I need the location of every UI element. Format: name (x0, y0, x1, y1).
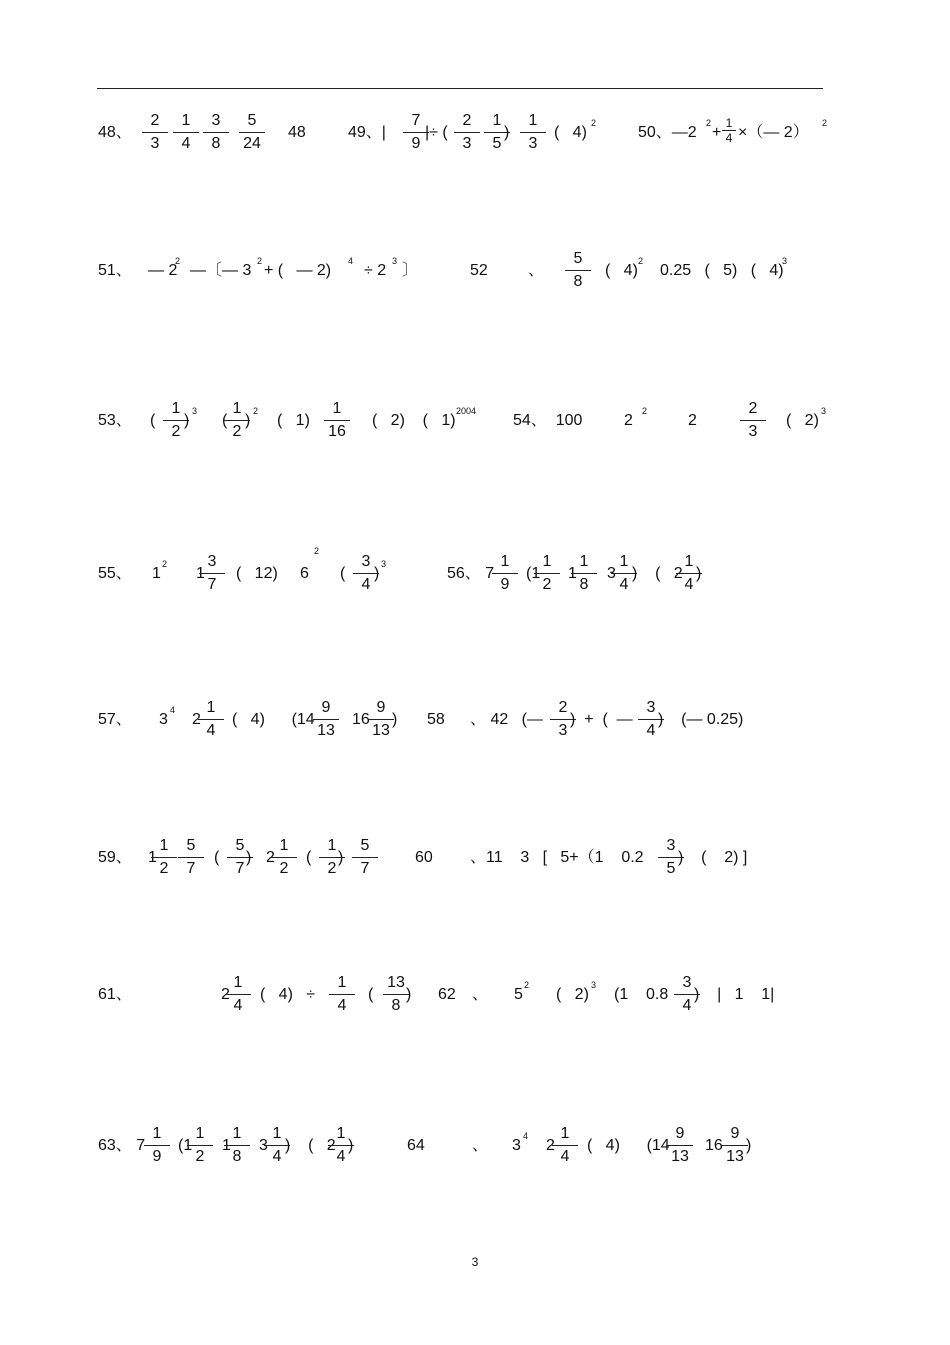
expression: (1 (178, 1137, 193, 1154)
expression: ( 2) (786, 412, 819, 429)
expression: ) (— 0.25) (658, 711, 744, 728)
fraction: 1 5 (483, 113, 511, 153)
exponent: 4 (348, 256, 354, 266)
separator: 、 (528, 262, 545, 279)
problem-label-57: 57、 (98, 711, 132, 728)
fraction: 1 2 (533, 554, 561, 594)
exponent: 3 (392, 256, 398, 266)
exponent: 2 (257, 256, 263, 266)
page-number: 3 (471, 1255, 479, 1269)
problem-label-56: 56、 7 (447, 565, 495, 582)
expression: 、 42 (— (470, 711, 543, 728)
problem-label-54: 54、 100 (513, 412, 583, 429)
paren: ( (340, 565, 346, 582)
header-rule (97, 88, 823, 89)
exponent: 3 (591, 980, 597, 990)
exponent: 3 (192, 406, 198, 416)
exponent: 2 (642, 406, 648, 416)
problem-row-63-64 (0, 1116, 950, 1176)
paren: ) (245, 412, 251, 429)
fraction: 1 2 (162, 401, 190, 441)
number: 48 (288, 124, 306, 141)
exponent: 3 (782, 256, 788, 266)
fraction: 5 8 (564, 251, 592, 291)
fraction: 3 7 (198, 554, 226, 594)
exponent: 2 (253, 406, 259, 416)
expression: ÷ 2 (364, 262, 387, 279)
exponent: 2004 (456, 406, 477, 416)
fraction: 9 13 (312, 700, 340, 740)
exponent: 4 (523, 1131, 529, 1141)
problem-row-61-62 (0, 965, 950, 1025)
whole-part: 3 (259, 1137, 268, 1154)
problem-label-52: 52 (470, 262, 488, 279)
expression: ) ( 2) ] (678, 849, 748, 866)
paren: ) (246, 849, 252, 866)
exponent: 2 (314, 546, 320, 556)
fraction: 1 16 (323, 401, 351, 441)
fraction: 1 3 (519, 113, 547, 153)
paren: ( (368, 986, 374, 1003)
fraction: 9 13 (666, 1126, 694, 1166)
paren: ( (222, 412, 228, 429)
number: 5 (514, 986, 523, 1003)
fraction: 5 24 (238, 113, 266, 153)
operator: + (712, 124, 722, 141)
fraction: 3 4 (352, 554, 380, 594)
exponent: 2 (175, 256, 181, 266)
fraction: 2 3 (739, 401, 767, 441)
fraction: 1 4 (328, 975, 356, 1015)
problem-label-53: 53、 (98, 412, 132, 429)
problem-label-64: 64 (407, 1137, 425, 1154)
expression: ) ( 2 (285, 1137, 336, 1154)
paren: ) (504, 124, 510, 141)
problem-label-59: 59、 (98, 849, 132, 866)
fraction: 1 4 (197, 700, 225, 740)
expression: ( 12) 6 (236, 565, 309, 582)
problem-row-53-54 (0, 391, 950, 451)
whole-part: 1 (196, 565, 205, 582)
paren: ) (746, 1137, 752, 1154)
fraction: 1 4 (263, 1126, 291, 1166)
problem-label-58: 58 (427, 711, 445, 728)
exponent: 2 (591, 118, 597, 128)
expression: —〔— 3 (190, 262, 252, 279)
fraction: 1 2 (318, 838, 346, 878)
fraction: 1 4 (610, 554, 638, 594)
problem-label-50: 50、—2 (638, 124, 697, 141)
problem-label-61: 61、 (98, 986, 132, 1003)
exponent: 2 (638, 256, 644, 266)
expression: (1 0.8 (614, 986, 669, 1003)
exponent: 2 (524, 980, 530, 990)
fraction: 1 9 (491, 554, 519, 594)
whole-part: 1 (568, 565, 577, 582)
fraction: 1 2 (223, 401, 251, 441)
fraction: 1 2 (186, 1126, 214, 1166)
fraction: 1 4 (722, 117, 736, 144)
expression: ×（— 2） (738, 124, 809, 141)
whole-part: 16 (352, 711, 370, 728)
problem-row-55-56 (0, 544, 950, 604)
number: 3 (159, 711, 168, 728)
number: 2 (624, 412, 633, 429)
fraction: 1 2 (150, 838, 178, 878)
expression: ( 4) ÷ (260, 986, 316, 1003)
paren: ( (214, 849, 220, 866)
expression: ( 4) (554, 124, 587, 141)
fraction: 3 8 (202, 113, 230, 153)
exponent: 2 (162, 559, 168, 569)
problem-label-63: 63、 7 (98, 1137, 146, 1154)
paren: ) (374, 565, 380, 582)
fraction: 3 4 (637, 700, 665, 740)
problem-label-49: 49、| (348, 124, 386, 141)
problem-label-62: 62 (438, 986, 456, 1003)
operator: |÷ ( (425, 124, 448, 141)
paren: ( (306, 849, 312, 866)
fraction: 13 8 (382, 975, 410, 1015)
fraction: 3 5 (657, 838, 685, 878)
expression: ) | 1 1| (694, 986, 775, 1003)
problem-label-48: 48、 (98, 124, 132, 141)
problem-row-51-52 (0, 241, 950, 301)
whole-part: 16 (705, 1137, 723, 1154)
fraction: 5 7 (226, 838, 254, 878)
whole-part: 1 (222, 1137, 231, 1154)
number: 3 (512, 1137, 521, 1154)
exponent: 2 (706, 118, 712, 128)
fraction: 1 9 (143, 1126, 171, 1166)
fraction: 2 3 (549, 700, 577, 740)
expression: — 2 (148, 262, 178, 279)
problem-label-60: 60 (415, 849, 433, 866)
expression: 0.25 ( 5) ( 4) (660, 262, 784, 279)
fraction: 5 7 (351, 838, 379, 878)
expression: ( 2) (556, 986, 589, 1003)
problem-row-57-58 (0, 690, 950, 750)
fraction: 5 7 (177, 838, 205, 878)
fraction: 7 9 (402, 113, 430, 153)
expression: ( 1) (277, 412, 310, 429)
fraction: 1 4 (327, 1126, 355, 1166)
expression: ( 4) (14 (587, 1137, 670, 1154)
expression: ( 4) (605, 262, 638, 279)
fraction: 1 4 (675, 554, 703, 594)
whole-part: 3 (607, 565, 616, 582)
fraction: 2 3 (141, 113, 169, 153)
expression: 、11 3 [ 5+（1 0.2 (470, 849, 644, 866)
whole-part: 2 (192, 711, 201, 728)
fraction: 9 13 (367, 700, 395, 740)
paren: ) (392, 711, 398, 728)
paren: ) (184, 412, 190, 429)
expression: ( 4) (14 (232, 711, 315, 728)
expression: ) ( 2 (632, 565, 683, 582)
whole-part: 1 (148, 849, 157, 866)
problem-label-51: 51、 (98, 262, 132, 279)
expression: ) + ( — (570, 711, 633, 728)
fraction: 1 4 (224, 975, 252, 1015)
number: 1 (152, 565, 161, 582)
expression: + ( — 2) (264, 262, 332, 279)
paren: ( (150, 412, 156, 429)
whole-part: 2 (221, 986, 230, 1003)
separator: 、 (472, 986, 489, 1003)
fraction: 3 4 (673, 975, 701, 1015)
exponent: 3 (381, 559, 387, 569)
expression: (1 (526, 565, 541, 582)
fraction: 1 4 (551, 1126, 579, 1166)
bracket: 〕 (402, 262, 419, 279)
fraction: 1 2 (270, 838, 298, 878)
fraction: 1 4 (172, 113, 200, 153)
exponent: 4 (170, 705, 176, 715)
problem-label-55: 55、 (98, 565, 132, 582)
exponent: 3 (821, 406, 827, 416)
expression: ( 2) ( 1) (372, 412, 456, 429)
paren: ) (696, 565, 702, 582)
paren: ) (348, 1137, 354, 1154)
separator: 、 (472, 1137, 489, 1154)
whole-part: 2 (266, 849, 275, 866)
paren: ) (406, 986, 412, 1003)
problem-row-59-60 (0, 828, 950, 888)
problem-row-48-50 (0, 103, 950, 163)
paren: ) (338, 849, 344, 866)
exponent: 2 (822, 118, 828, 128)
fraction: 1 8 (223, 1126, 251, 1166)
number: 2 (688, 412, 697, 429)
fraction: 2 3 (453, 113, 481, 153)
whole-part: 2 (546, 1137, 555, 1154)
fraction: 9 13 (721, 1126, 749, 1166)
fraction: 1 8 (570, 554, 598, 594)
